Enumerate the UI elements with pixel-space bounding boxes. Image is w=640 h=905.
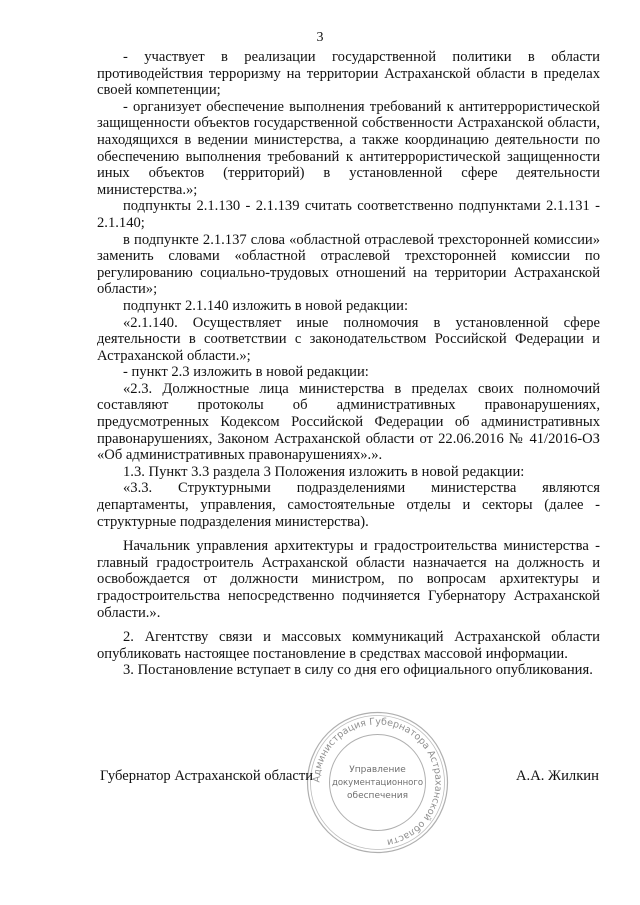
paragraph: подпункт 2.1.140 изложить в новой редакции: — [123, 297, 408, 314]
paragraph: «2.3. Должностные лица министерства в пределах своих полномочий составляют протоколы об административных правонарушениях, предусмотренных Кодексом Российской Федерации об административных правонарушениях, Законом Астраханской области от 22.06.2016 № 41/2016-ОЗ «Об административных правонарушениях».». — [97, 380, 600, 464]
svg-text:Управление: Управление — [349, 765, 406, 775]
paragraph: - организует обеспечение выполнения требований к антитеррористической защищенности объектов государственной собственности Астраханской области, находящихся в ведении министерства, а также координацию деятельности по обеспечению выполнения требований к антитеррористической защищенности иных объектов (территорий) в установленной сфере деятельности министерства.»; — [97, 98, 600, 198]
signatory-name: А.А. Жилкин — [516, 768, 599, 784]
paragraph: - пункт 2.3 изложить в новой редакции: — [123, 364, 369, 381]
paragraph: «3.3. Структурными подразделениями министерства являются департаменты, управления, самостоятельные отделы и секторы (далее - структурные подразделения министерства). — [97, 480, 600, 530]
svg-text:документационного: документационного — [331, 778, 424, 788]
page-number: 3 — [316, 30, 324, 45]
paragraph: - участвует в реализации государственной политики в области противодействия терроризму на территории Астраханской области в пределах своей компетенции; — [97, 49, 600, 99]
paragraph: Начальник управления архитектуры и градостроительства министерства - главный градостроитель Астраханской области назначается на должность и освобождается от должности министром, по вопросам архитектуры и градостроительства непосредственно подчиняется Губернатору Астраханской области.». — [97, 538, 600, 621]
paragraph: подпункты 2.1.130 - 2.1.139 считать соответственно подпунктами 2.1.131 - 2.1.140; — [97, 198, 600, 231]
paragraph: «2.1.140. Осуществляет иные полномочия в установленной сфере деятельности в соответствии с законодательством Российской Федерации и Астраханской области.»; — [97, 314, 600, 364]
document-body — [97, 49, 600, 679]
paragraph: в подпункте 2.1.137 слова «областной отраслевой трехсторонней комиссии» заменить словами «областной отраслевой трехсторонней комиссии по регулированию социально-трудовых отношений на территории Астраханской области»; — [97, 231, 600, 298]
paragraph: 3. Постановление вступает в силу со дня его официального опубликования. — [123, 662, 593, 679]
paragraph: 2. Агентству связи и массовых коммуникаций Астраханской области опубликовать настоящее постановление в средствах массовой информации. — [97, 629, 600, 662]
svg-text:Администрация Губернатора Астр: Администрация Губернатора Астраханской области — [311, 716, 444, 848]
signatory-title: Губернатор Астраханской области — [100, 768, 314, 784]
official-stamp — [305, 710, 450, 855]
paragraph: 1.3. Пункт 3.3 раздела 3 Положения изложить в новой редакции: — [123, 463, 525, 480]
svg-text:обеспечения: обеспечения — [347, 791, 408, 801]
